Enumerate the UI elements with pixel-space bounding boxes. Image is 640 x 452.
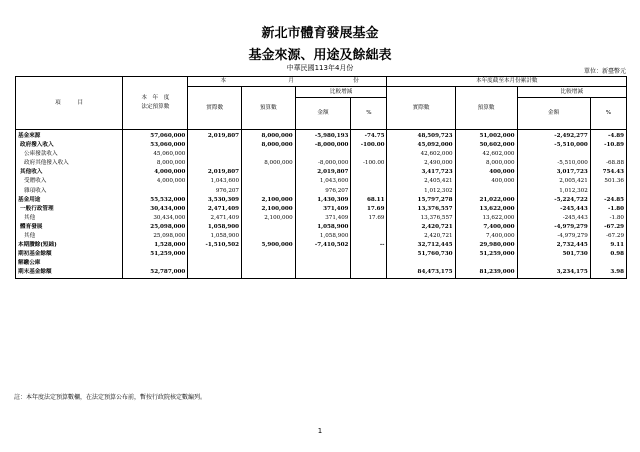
ytd-percent-header: % bbox=[590, 98, 626, 130]
cell-m-pct: -100.00 bbox=[351, 141, 387, 150]
table-row bbox=[16, 150, 627, 159]
cell-y-amount bbox=[517, 259, 590, 268]
cell-m-pct: -- bbox=[351, 241, 387, 250]
cell-m-budget bbox=[242, 268, 296, 278]
cell-annual: 25,098,000 bbox=[123, 232, 188, 241]
row-label: 期末基金餘額 bbox=[16, 268, 123, 278]
cell-m-budget: 8,000,000 bbox=[242, 130, 296, 142]
row-label: 其他 bbox=[16, 232, 123, 241]
cell-y-amount: 2,005,421 bbox=[517, 177, 590, 186]
cell-y-actual: 1,012,302 bbox=[387, 187, 455, 196]
cell-m-actual bbox=[188, 159, 242, 168]
cell-y-amount: -5,510,000 bbox=[517, 141, 590, 150]
cell-m-amount: 1,058,900 bbox=[295, 223, 351, 232]
cell-y-amount: -2,492,277 bbox=[517, 130, 590, 142]
cell-y-actual: 45,092,000 bbox=[387, 141, 455, 150]
cell-y-budget: 7,400,000 bbox=[455, 232, 517, 241]
cell-y-budget: 8,000,000 bbox=[455, 159, 517, 168]
cell-y-actual: 2,405,421 bbox=[387, 177, 455, 186]
cell-annual: 4,000,000 bbox=[123, 177, 188, 186]
row-label: 其他 bbox=[16, 214, 123, 223]
cell-m-pct bbox=[351, 223, 387, 232]
cell-annual: 55,532,000 bbox=[123, 196, 188, 205]
cell-y-actual: 84,473,175 bbox=[387, 268, 455, 278]
cell-annual bbox=[123, 259, 188, 268]
row-label: 受贈收入 bbox=[16, 177, 123, 186]
cell-y-pct: -4.89 bbox=[590, 130, 626, 142]
cell-m-amount: 1,430,309 bbox=[295, 196, 351, 205]
cell-y-amount: -4,979,279 bbox=[517, 223, 590, 232]
table-row bbox=[16, 159, 627, 168]
fund-statement-table bbox=[15, 76, 627, 279]
cell-m-amount: -8,000,000 bbox=[295, 141, 351, 150]
cell-y-pct: 3.98 bbox=[590, 268, 626, 278]
cell-annual: 57,060,000 bbox=[123, 130, 188, 142]
annual-budget-header bbox=[123, 77, 188, 130]
cell-y-amount: -4,979,279 bbox=[517, 232, 590, 241]
cell-m-actual: 976,207 bbox=[188, 187, 242, 196]
month-group-char-2: 月 bbox=[288, 78, 294, 84]
cell-y-pct: -10.89 bbox=[590, 141, 626, 150]
cell-m-budget: 8,000,000 bbox=[242, 141, 296, 150]
cell-y-pct: -68.88 bbox=[590, 159, 626, 168]
cell-m-amount bbox=[295, 250, 351, 259]
table-row bbox=[16, 187, 627, 196]
cell-m-actual: 2,471,409 bbox=[188, 205, 242, 214]
cell-y-amount bbox=[517, 150, 590, 159]
cell-m-pct: -74.75 bbox=[351, 130, 387, 142]
cell-y-actual bbox=[387, 259, 455, 268]
cell-y-pct: 501.36 bbox=[590, 177, 626, 186]
month-compare-header: 比較增減 bbox=[295, 87, 387, 98]
cell-y-pct: 9.11 bbox=[590, 241, 626, 250]
cell-y-actual: 13,376,557 bbox=[387, 214, 455, 223]
cell-y-pct bbox=[590, 187, 626, 196]
cell-m-pct: -100.00 bbox=[351, 159, 387, 168]
month-actual-header: 實際數 bbox=[188, 87, 242, 130]
ytd-budget-header: 預算數 bbox=[455, 87, 517, 130]
cell-m-actual bbox=[188, 259, 242, 268]
cell-y-pct: 754.43 bbox=[590, 168, 626, 177]
cell-m-amount: 976,207 bbox=[295, 187, 351, 196]
report-title: 新北市體育發展基金 bbox=[261, 26, 379, 41]
cell-m-pct bbox=[351, 177, 387, 186]
table-row bbox=[16, 268, 627, 278]
cell-m-pct bbox=[351, 250, 387, 259]
cell-y-budget: 13,622,000 bbox=[455, 214, 517, 223]
cell-y-amount: 3,234,175 bbox=[517, 268, 590, 278]
cell-m-actual bbox=[188, 250, 242, 259]
cell-m-actual: 3,530,309 bbox=[188, 196, 242, 205]
cell-m-amount: 371,409 bbox=[295, 214, 351, 223]
cell-m-pct bbox=[351, 268, 387, 278]
cell-m-pct: 68.11 bbox=[351, 196, 387, 205]
row-label: 政府撥入收入 bbox=[16, 141, 123, 150]
row-label: 本期賸餘(短絀) bbox=[16, 241, 123, 250]
cell-m-amount: 1,058,900 bbox=[295, 232, 351, 241]
cell-y-pct: -24.85 bbox=[590, 196, 626, 205]
cell-m-amount: 1,043,600 bbox=[295, 177, 351, 186]
cell-y-amount: 1,012,302 bbox=[517, 187, 590, 196]
row-label: 期初基金餘額 bbox=[16, 250, 123, 259]
cell-annual: 45,060,000 bbox=[123, 150, 188, 159]
cell-y-amount: -5,224,722 bbox=[517, 196, 590, 205]
annual-budget-header-line2: 法定預算數 bbox=[141, 104, 170, 110]
cell-y-budget: 81,239,000 bbox=[455, 268, 517, 278]
cell-annual bbox=[123, 187, 188, 196]
cell-m-budget bbox=[242, 150, 296, 159]
cell-m-actual: 2,019,807 bbox=[188, 130, 242, 142]
table-row bbox=[16, 205, 627, 214]
cell-m-amount: -8,000,000 bbox=[295, 159, 351, 168]
table-row bbox=[16, 223, 627, 232]
cell-y-pct: -1.80 bbox=[590, 205, 626, 214]
cell-annual: 30,434,000 bbox=[123, 214, 188, 223]
page-number: 1 bbox=[317, 427, 323, 435]
cell-y-budget: 51,259,000 bbox=[455, 250, 517, 259]
cell-y-budget: 13,622,000 bbox=[455, 205, 517, 214]
cell-y-budget: 51,002,000 bbox=[455, 130, 517, 142]
cell-y-budget: 29,980,000 bbox=[455, 241, 517, 250]
cell-y-pct: -67.29 bbox=[590, 232, 626, 241]
cell-m-amount: 2,019,807 bbox=[295, 168, 351, 177]
cell-y-amount: -5,510,000 bbox=[517, 159, 590, 168]
cell-y-actual: 3,417,723 bbox=[387, 168, 455, 177]
cell-y-pct bbox=[590, 150, 626, 159]
table-row bbox=[16, 177, 627, 186]
table-row bbox=[16, 241, 627, 250]
cell-m-budget: 8,000,000 bbox=[242, 159, 296, 168]
cell-y-actual: 13,376,557 bbox=[387, 205, 455, 214]
cell-m-budget: 5,900,000 bbox=[242, 241, 296, 250]
cell-m-budget bbox=[242, 168, 296, 177]
cell-y-actual: 51,760,730 bbox=[387, 250, 455, 259]
cell-m-pct: 17.69 bbox=[351, 205, 387, 214]
row-label: 基金用途 bbox=[16, 196, 123, 205]
cell-annual: 4,000,000 bbox=[123, 168, 188, 177]
cell-y-amount: -245,443 bbox=[517, 205, 590, 214]
cell-m-budget bbox=[242, 232, 296, 241]
cell-y-actual: 2,420,721 bbox=[387, 223, 455, 232]
cell-y-actual: 48,509,723 bbox=[387, 130, 455, 142]
month-amount-header: 金額 bbox=[295, 98, 351, 130]
cell-y-actual: 15,797,278 bbox=[387, 196, 455, 205]
table-body bbox=[16, 130, 627, 279]
report-period: 中華民國113年4月份 bbox=[286, 64, 354, 72]
cell-m-actual: 1,058,900 bbox=[188, 232, 242, 241]
cell-y-actual: 2,420,721 bbox=[387, 232, 455, 241]
cell-annual: 52,787,000 bbox=[123, 268, 188, 278]
ytd-amount-header: 金額 bbox=[517, 98, 590, 130]
cell-m-amount: -7,410,502 bbox=[295, 241, 351, 250]
cell-m-actual: -1,510,502 bbox=[188, 241, 242, 250]
ytd-compare-header: 比較增減 bbox=[517, 87, 627, 98]
cell-m-budget bbox=[242, 250, 296, 259]
cell-annual: 51,259,000 bbox=[123, 250, 188, 259]
cell-m-budget: 2,100,000 bbox=[242, 214, 296, 223]
cell-annual: 1,528,000 bbox=[123, 241, 188, 250]
cell-m-pct bbox=[351, 232, 387, 241]
cell-y-budget: 21,022,000 bbox=[455, 196, 517, 205]
cell-m-pct bbox=[351, 259, 387, 268]
table-row bbox=[16, 259, 627, 268]
item-header: 項 目 bbox=[16, 77, 123, 130]
cell-m-amount: 371,409 bbox=[295, 205, 351, 214]
row-label: 一般行政管理 bbox=[16, 205, 123, 214]
cell-m-pct bbox=[351, 168, 387, 177]
cell-y-pct: 0.98 bbox=[590, 250, 626, 259]
table-row bbox=[16, 214, 627, 223]
ytd-group-header: 本年度截至本月份累計數 bbox=[387, 77, 627, 87]
cell-y-amount: -245,443 bbox=[517, 214, 590, 223]
month-budget-header: 預算數 bbox=[242, 87, 296, 130]
month-group-char-1: 本 bbox=[220, 78, 227, 84]
report-subtitle: 基金來源、用途及餘絀表 bbox=[248, 48, 392, 63]
cell-y-amount: 2,732,445 bbox=[517, 241, 590, 250]
cell-m-amount bbox=[295, 259, 351, 268]
row-label: 雜項收入 bbox=[16, 187, 123, 196]
cell-m-budget bbox=[242, 187, 296, 196]
row-label: 公庫撥款收入 bbox=[16, 150, 123, 159]
cell-m-budget bbox=[242, 223, 296, 232]
row-label: 基金來源 bbox=[16, 130, 123, 142]
table-row bbox=[16, 232, 627, 241]
cell-annual: 30,434,000 bbox=[123, 205, 188, 214]
cell-m-budget: 2,100,000 bbox=[242, 196, 296, 205]
row-label: 體育發展 bbox=[16, 223, 123, 232]
cell-y-amount: 3,017,723 bbox=[517, 168, 590, 177]
month-percent-header: % bbox=[351, 98, 387, 130]
row-label: 解繳公庫 bbox=[16, 259, 123, 268]
cell-m-actual: 1,058,900 bbox=[188, 223, 242, 232]
cell-y-actual: 32,712,445 bbox=[387, 241, 455, 250]
cell-y-budget: 400,000 bbox=[455, 177, 517, 186]
cell-y-pct: -67.29 bbox=[590, 223, 626, 232]
cell-m-actual bbox=[188, 268, 242, 278]
cell-y-budget bbox=[455, 259, 517, 268]
cell-m-budget bbox=[242, 259, 296, 268]
cell-m-actual bbox=[188, 150, 242, 159]
table-row bbox=[16, 250, 627, 259]
table-row bbox=[16, 168, 627, 177]
cell-m-actual: 2,471,409 bbox=[188, 214, 242, 223]
cell-m-budget: 2,100,000 bbox=[242, 205, 296, 214]
cell-m-pct bbox=[351, 150, 387, 159]
cell-y-actual: 42,602,000 bbox=[387, 150, 455, 159]
cell-y-actual: 2,490,000 bbox=[387, 159, 455, 168]
cell-annual: 8,000,000 bbox=[123, 159, 188, 168]
footnote: 註：本年度法定預算數欄，在法定預算公布前，暫按行政院核定數編列。 bbox=[14, 394, 207, 401]
cell-annual: 53,060,000 bbox=[123, 141, 188, 150]
cell-m-actual: 2,019,807 bbox=[188, 168, 242, 177]
cell-m-actual bbox=[188, 141, 242, 150]
cell-y-budget bbox=[455, 187, 517, 196]
cell-y-pct: -1.80 bbox=[590, 214, 626, 223]
table-row bbox=[16, 141, 627, 150]
cell-m-budget bbox=[242, 177, 296, 186]
cell-m-actual: 1,043,600 bbox=[188, 177, 242, 186]
row-label: 政府其他撥入收入 bbox=[16, 159, 123, 168]
table-row bbox=[16, 196, 627, 205]
annual-budget-header-line1: 本 年 度 bbox=[141, 95, 170, 101]
month-group-char-3: 份 bbox=[353, 78, 359, 84]
cell-y-budget: 50,602,000 bbox=[455, 141, 517, 150]
cell-y-pct bbox=[590, 259, 626, 268]
ytd-actual-header: 實際數 bbox=[387, 87, 455, 130]
cell-y-budget: 42,602,000 bbox=[455, 150, 517, 159]
cell-m-pct bbox=[351, 187, 387, 196]
cell-annual: 25,098,000 bbox=[123, 223, 188, 232]
table-row bbox=[16, 130, 627, 142]
month-group-header bbox=[188, 77, 387, 87]
cell-y-budget: 400,000 bbox=[455, 168, 517, 177]
currency-unit: 單位：新臺幣元 bbox=[583, 68, 626, 75]
cell-m-amount bbox=[295, 268, 351, 278]
cell-m-amount: -5,980,193 bbox=[295, 130, 351, 142]
cell-y-budget: 7,400,000 bbox=[455, 223, 517, 232]
cell-y-amount: 501,730 bbox=[517, 250, 590, 259]
cell-m-amount bbox=[295, 150, 351, 159]
cell-m-pct: 17.69 bbox=[351, 214, 387, 223]
row-label: 其他收入 bbox=[16, 168, 123, 177]
